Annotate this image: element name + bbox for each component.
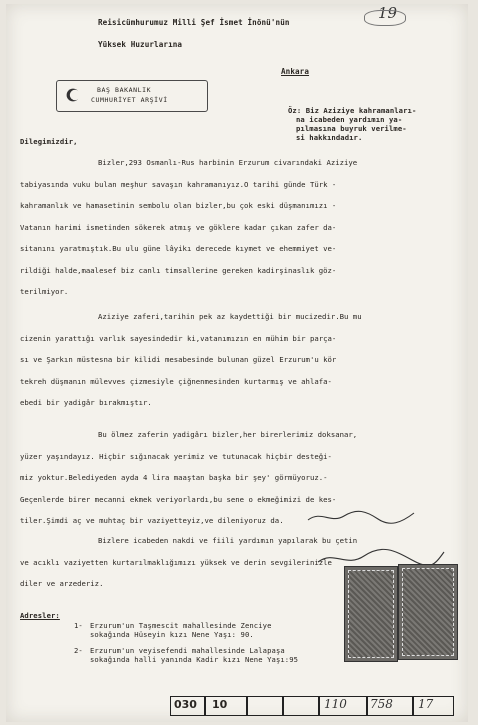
- signature-scribble-1: [306, 508, 416, 526]
- stamp-line-1: BAŞ BAKANLIK: [97, 86, 152, 94]
- address-item-line: Erzurum'un Taşmescit mahallesinde Zenciye: [90, 621, 272, 630]
- paragraph-line: tekreh düşmanın mülevves çizmesiyle çiğnenmesinden kurtarmış ve ahlafa-: [20, 376, 332, 386]
- paragraph-first-line: Bizler,293 Osmanlı-Rus harbinin Erzurum civarındaki Aziziye: [98, 158, 358, 167]
- stamp-line-2: CUMHURİYET ARŞİVİ: [91, 96, 168, 104]
- archive-hand-number-1: 110: [324, 697, 347, 711]
- subject-line-2: na icabeden yardımın ya-: [296, 115, 403, 124]
- body-paragraph-1: [20, 152, 460, 303]
- archive-hand-number-3: 17: [418, 697, 434, 711]
- paragraph-line: kahramanlık ve hamasetinin sembolu olan bizler,bu çok eski düşmanımızı -: [20, 201, 337, 210]
- paragraph-line: diler ve arzederiz.: [20, 579, 104, 588]
- addresses-label: Adresler:: [20, 611, 60, 620]
- archive-hand-number-2: 758: [370, 697, 393, 711]
- archive-code-2: 10: [212, 698, 228, 711]
- address-item-line: sokağında halli yanında Kadir kızı Nene Yaşı:95: [90, 655, 299, 664]
- document-page: [6, 4, 468, 722]
- body-paragraph-2: [20, 306, 460, 414]
- paragraph-line: tiler.Şimdi aç ve muhtaç bir vaziyetteyiz,ve dileniyoruz da.: [20, 516, 284, 525]
- revenue-stamp-left: [344, 566, 398, 662]
- paragraph-line: Geçenlerde birer mecanni ekmek veriyorlardı,bu sene o ekmeğimizi de kes-: [20, 494, 337, 504]
- paragraph-line: Vatanın harimi ismetinden sökerek atmış ve göklere kadar çıkan zafer da-: [20, 222, 337, 232]
- paragraph-line: terilmiyor.: [20, 287, 69, 296]
- paragraph-line: miz yoktur.Belediyeden ayda 4 lira maaştan başka bir şey' görmüyoruz.-: [20, 473, 328, 482]
- page-number-circle: [364, 10, 406, 26]
- subject-line-3: pılmasına buyruk verilme-: [296, 124, 407, 133]
- crescent-icon: [65, 87, 81, 103]
- address-item-number: 1-: [74, 621, 83, 630]
- subject-line-1: Öz: Biz Aziziye kahramanları-: [288, 106, 417, 115]
- salutation: Dilegimizdir,: [20, 137, 78, 146]
- archive-cell: [246, 696, 284, 716]
- revenue-stamp-right: [398, 564, 458, 660]
- address-item-line: Erzurum'un veyisefendi mahallesinde Lalapaşa: [90, 646, 285, 655]
- archive-code-1: 030: [174, 698, 197, 711]
- revenue-stamp-pattern: [348, 570, 394, 658]
- page-number: 19: [378, 4, 398, 22]
- archive-cell: [282, 696, 320, 716]
- paragraph-first-line: Bu ölmez zaferin yadigârı bizler,her birerlerimiz doksanar,: [98, 430, 358, 439]
- address-item-line: sokağında Hüseyin kızı Nene Yaşı: 90.: [90, 630, 254, 639]
- paragraph-line: ebedi bir yadigâr bırakmıştır.: [20, 398, 152, 407]
- paragraph-line: rildiği halde,maalesef biz canlı timsallerine gereken kadirşinaslık göz-: [20, 265, 337, 275]
- paragraph-line: cizenin yarattığı varlık sayesindedir ki,vatanımızın en mühim bir parça-: [20, 333, 337, 343]
- paragraph-line: tabiyasında vuku bulan meşhur savaşın kahramanıyız.O tarihi günde Türk -: [20, 179, 337, 189]
- revenue-stamp-pattern: [402, 568, 454, 656]
- paragraph-line: sı ve Şarkın müstesna bir kilidi mesabesinde bulunan güzel Erzurum'u kör: [20, 355, 337, 364]
- header-city: Ankara: [281, 67, 310, 76]
- header-salutation-line: Yüksek Huzurlarına: [98, 40, 183, 49]
- paragraph-first-line: Aziziye zaferi,tarihin pek az kaydettiği bir mucizedir.Bu mu: [98, 312, 362, 321]
- paragraph-first-line: Bizlere icabeden nakdi ve fiili yardımın yapılarak bu çetin: [98, 536, 358, 545]
- subject-line-4: si hakkındadır.: [296, 133, 363, 142]
- header-addressee: Reisicümhurumuz Milli Şef İsmet İnönü'nün: [98, 18, 290, 27]
- archive-stamp: [56, 80, 208, 112]
- paragraph-line: ve acıklı vaziyetten kurtarılmaklığımızı yüksek ve derin sevgilerinizle: [20, 557, 332, 567]
- paragraph-line: yüzer yaşındayız. Hiçbir sığınacak yerimiz ve tutunacak hiçbir desteği-: [20, 451, 332, 461]
- address-item-number: 2-: [74, 646, 83, 655]
- paragraph-line: sitanını yaratmıştık.Bu ulu güne lâyikı derecede kıymet ve ehemmiyet ve-: [20, 244, 337, 253]
